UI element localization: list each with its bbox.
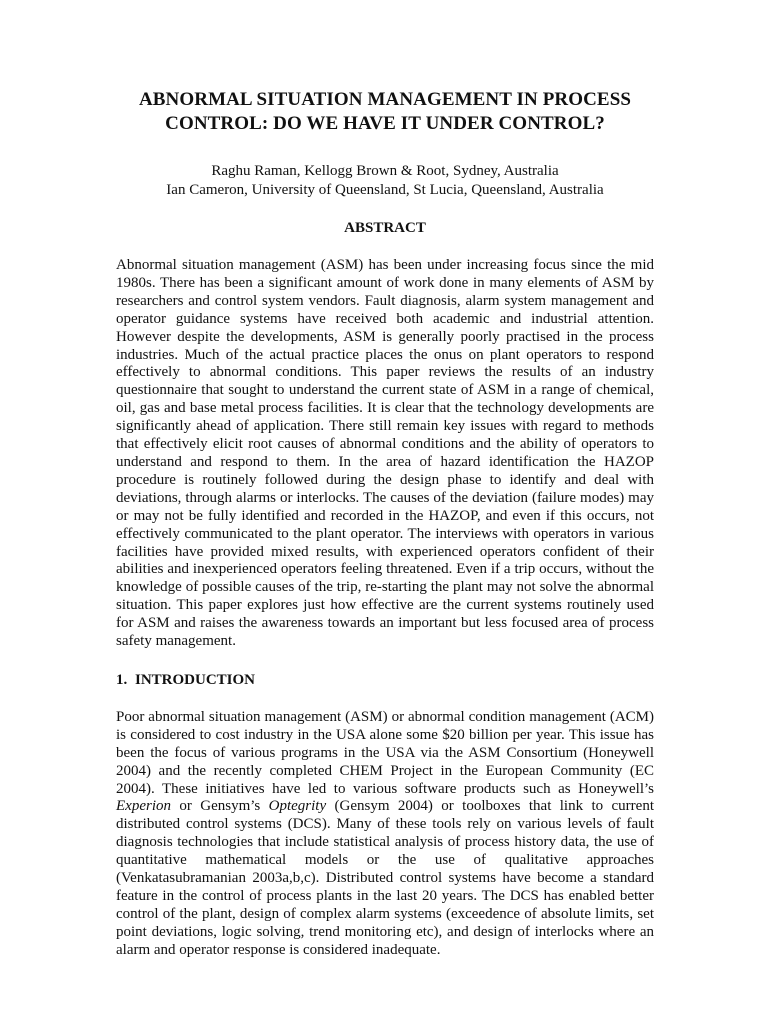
abstract-text: Abnormal situation management (ASM) has been under increasing focus since the mid 1980s. There has been a significant amount of work done in many elements of ASM by researchers and control system vendors. Fault diagnosis, alarm system management and operator guidance systems have received both academic and industrial attention. However despite the developments, ASM is generally poorly practised in the process industries. Much of the actual practice places the onus on plant operators to respond effectively to abnormal conditions. This paper reviews the results of an industry questionnaire that sought to understand the current state of ASM in a range of chemical, oil, gas and base metal process facilities. It is clear that the technology developments are significantly ahead of application. There still remain key issues with regard to methods that effectively elicit root causes of abnormal conditions and the ability of operators to understand and respond to them. In the area of hazard identification the HAZOP procedure is routinely followed during the design phase to identify and deal with deviations, through alarms or interlocks. The causes of the deviation (failure modes) may or may not be fully identified and recorded in the HAZOP, and even if this occurs, not effectively communicated to the plant operator. The interviews with operators in various facilities have provided mixed results, with experienced operators confident of their abilities and inexperienced operators feeling threatened. Even if a trip occurs, without the knowledge of possible causes of the trip, re-starting the plant may not solve the abnormal situation. This paper explores just how effective are the current systems routinely used for ASM and raises the awareness towards an important but less focused area of process safety management. [116,257,654,650]
intro-text-part-1: Poor abnormal situation management (ASM) or abnormal condition management (ACM) is considered to cost industry in the USA alone some $20 billion per year. This issue has been the focus of various programs in the USA via the ASM Consortium (Honeywell 2004) and the recently completed CHEM Project in the European Community (EC 2004). These initiatives have led to various software products such as Honeywell’s [116,708,654,797]
author-2: Ian Cameron, University of Queensland, St Lucia, Queensland, Australia [166,181,604,198]
introduction-paragraph [116,709,654,960]
title-line-2: CONTROL: DO WE HAVE IT UNDER CONTROL? [165,113,605,134]
abstract-heading: ABSTRACT [344,220,426,236]
section-number: 1. [116,671,128,688]
author-block [116,162,654,199]
intro-text-part-2: or Gensym’s [170,798,269,815]
title-line-1: ABNORMAL SITUATION MANAGEMENT IN PROCESS [138,89,632,110]
author-1: Raghu Raman, Kellogg Brown & Root, Sydney, Australia [211,163,559,179]
intro-text-part-3: (Gensym 2004) or toolboxes that link to current distributed control systems (DCS). Many of these tools rely on various levels of fault diagnosis technologies that include statistical analysis of process history data, the use of quantitative mathematical models or the use of qualitative approaches (Venkatasubramanian 2003a,b,c). Distributed control systems have become a standard feature in the control of process plants in the last 20 years. The DCS has enabled better control of the plant, design of complex alarm systems (exceedence of absolute limits, set point deviations, logic solving, trend monitoring etc), and design of interlocks where an alarm and operator response is considered inadequate. [116,798,654,958]
intro-italic-experion: Experion [116,798,171,815]
intro-italic-optegrity: Optegrity [268,798,327,815]
paper-page [116,88,654,960]
section-title: INTRODUCTION [135,671,256,688]
paper-title [116,88,654,136]
section-heading-introduction [116,671,654,689]
